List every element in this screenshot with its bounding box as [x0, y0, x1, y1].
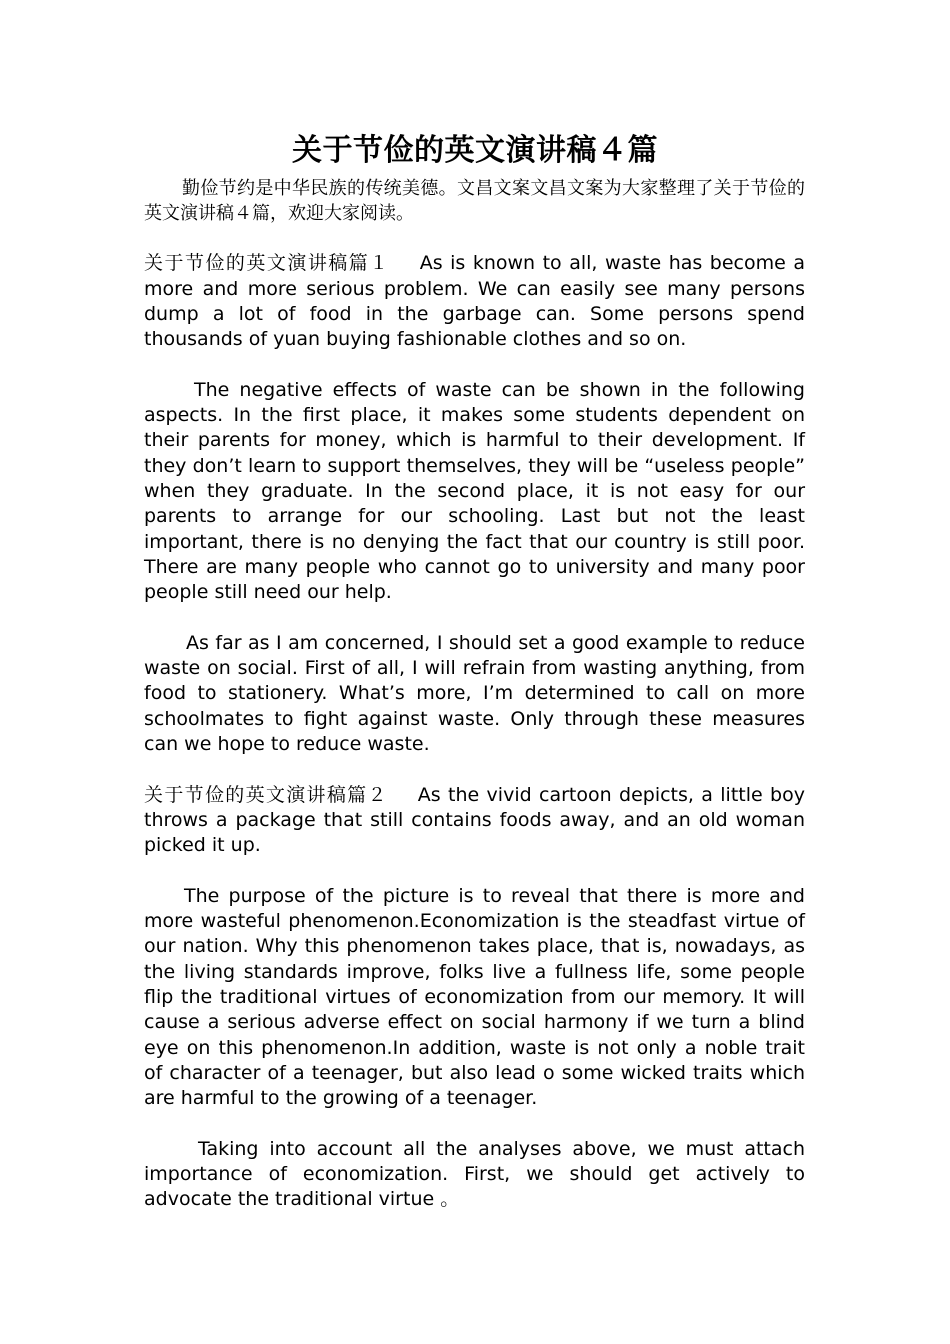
- section-1-lead-text: As is known to all, waste has become a more and more serious problem. We can easily see many persons dump a lot of food in the garbage can. Some persons spend thousands of yuan buying fashionable clothes and so on.: [144, 252, 805, 351]
- paragraph-spacer: [144, 1111, 805, 1136]
- section-1-lead-paragraph: [144, 251, 805, 352]
- paragraph-spacer: [144, 352, 805, 377]
- section-1-heading: 关于节俭的英文演讲稿篇１: [144, 252, 390, 275]
- section-1-paragraph-1: The negative effects of waste can be shown in the following aspects. In the first place, it makes some students dependent on their parents for money, which is harmful to their development. If they don’t learn to support themselves, they will be “useless people” when they graduate. In the second place, it is not easy for our parents to arrange for our schooling. Last but not the least important, there is no denying the fact that our country is still poor. There are many people who cannot go to university and many poor people still need our help.: [144, 378, 805, 604]
- section-2-lead-paragraph: [144, 783, 805, 859]
- paragraph-spacer: [144, 757, 805, 782]
- section-2-heading: 关于节俭的英文演讲稿篇２: [144, 783, 388, 806]
- paragraph-spacer: [144, 605, 805, 630]
- intro-paragraph: 勤俭节约是中华民族的传统美德。文昌文案文昌文案为大家整理了关于节俭的英文演讲稿４篇，欢迎大家阅读。: [144, 178, 805, 224]
- section-2-lead-text: As the vivid cartoon depicts, a little boy throws a package that still contains foods away, and an old woman picked it up.: [144, 783, 805, 857]
- document-title: 关于节俭的英文演讲稿４篇: [292, 133, 658, 168]
- section-1-paragraph-2: As far as I am concerned, I should set a good example to reduce waste on social. First of all, I will refrain from wasting anything, from food to stationery. What’s more, I’m determined to call on more schoolmates to fight against waste. Only through these measures can we hope to reduce waste.: [144, 631, 805, 755]
- section-2-paragraph-1: The purpose of the picture is to reveal that there is more and more wasteful phenomenon.Economization is the steadfast virtue of our nation. Why this phenomenon takes place, that is, nowadays, as the living standards improve, folks live a fullness life, some people flip the traditional virtues of economization from our memory. It will cause a serious adverse effect on social harmony if we turn a blind eye on this phenomenon.In addition, waste is not only a noble trait of character of a teenager, but also lead o some wicked traits which are harmful to the growing of a teenager.: [144, 884, 805, 1110]
- paragraph-spacer: [144, 858, 805, 883]
- document-body: [144, 176, 805, 1213]
- section-2-paragraph-2: Taking into account all the analyses above, we must attach importance of economization. First, we should get actively to advocate the traditional virtue 。: [144, 1137, 805, 1211]
- paragraph-spacer: [144, 226, 805, 251]
